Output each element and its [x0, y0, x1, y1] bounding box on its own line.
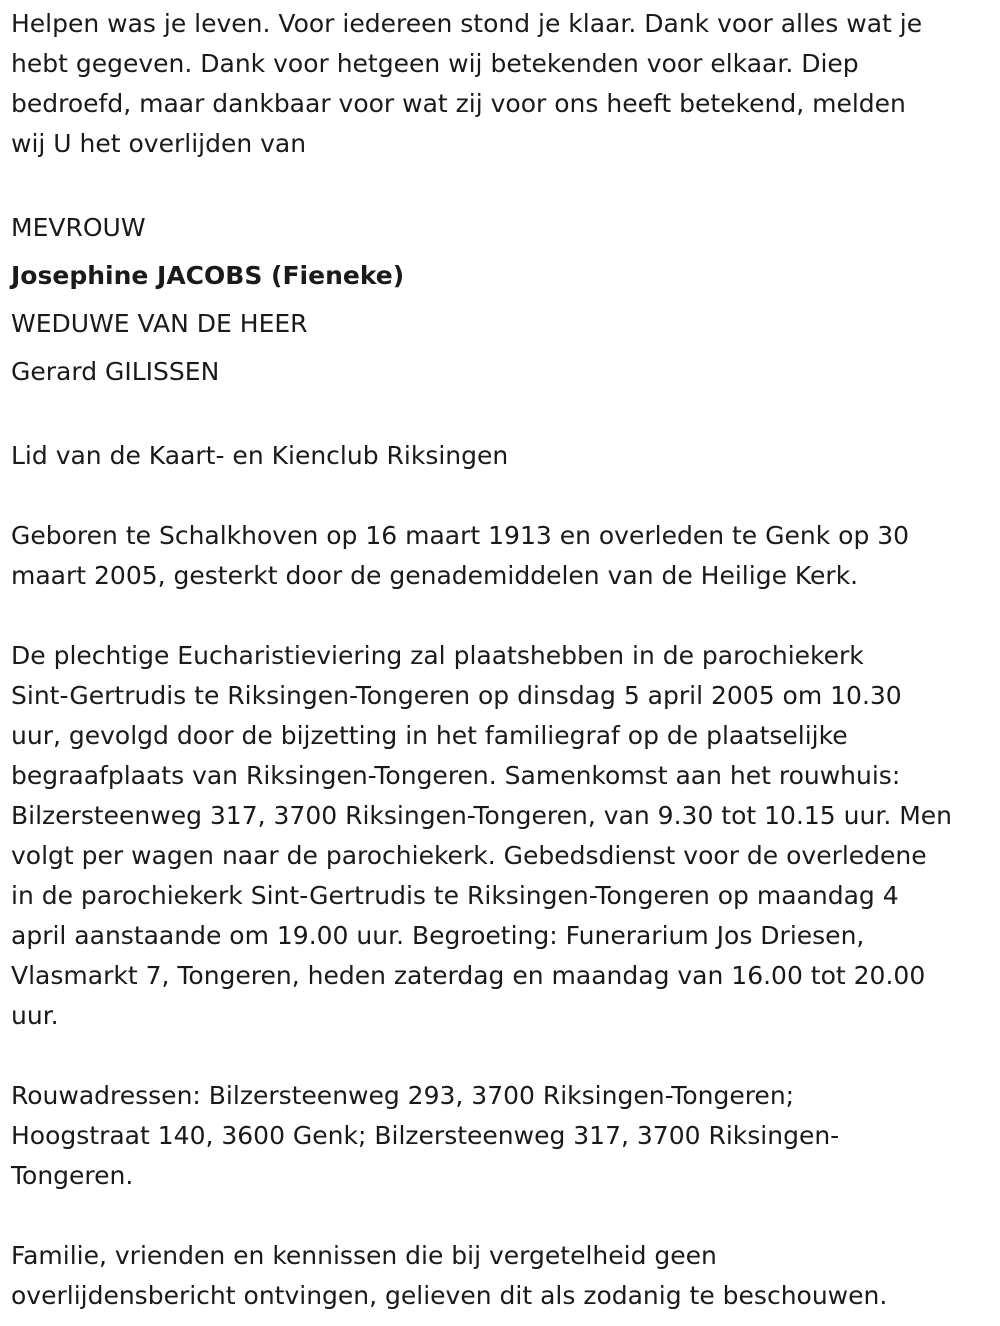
text-line: De plechtige Eucharistieviering zal plaatshebben in de parochiekerk [11, 641, 864, 670]
text-line: Tongeren. [11, 1161, 134, 1190]
text-line: in de parochiekerk Sint-Gertrudis te Riksingen-Tongeren op maandag 4 [11, 881, 899, 910]
birth-death-paragraph [11, 516, 990, 596]
membership-text: Lid van de Kaart- en Kienclub Riksingen [11, 441, 509, 470]
paragraph-gap [11, 596, 990, 636]
ceremony-paragraph [11, 636, 990, 1036]
deceased-relation: WEDUWE VAN DE HEER [11, 309, 308, 338]
paragraph-gap [11, 164, 990, 204]
deceased-name: Josephine JACOBS (Fieneke) [11, 261, 405, 290]
text-line: Sint-Gertrudis te Riksingen-Tongeren op dinsdag 5 april 2005 om 10.30 [11, 681, 902, 710]
text-line: wij U het overlijden van [11, 129, 307, 158]
text-line: Bilzersteenweg 317, 3700 Riksingen-Tongeren, van 9.30 tot 10.15 uur. Men [11, 801, 953, 830]
deceased-title: MEVROUW [11, 213, 146, 242]
text-line: Geboren te Schalkhoven op 16 maart 1913 en overleden te Genk op 30 [11, 521, 910, 550]
membership-paragraph [11, 436, 990, 476]
text-line: volgt per wagen naar de parochiekerk. Gebedsdienst voor de overledene [11, 841, 927, 870]
text-line: Hoogstraat 140, 3600 Genk; Bilzersteenweg 317, 3700 Riksingen- [11, 1121, 840, 1150]
text-line: Vlasmarkt 7, Tongeren, heden zaterdag en maandag van 16.00 tot 20.00 [11, 961, 926, 990]
closing-paragraph [11, 1236, 990, 1316]
deceased-block [11, 204, 990, 396]
text-line: Familie, vrienden en kennissen die bij vergetelheid geen [11, 1241, 717, 1270]
text-line: hebt gegeven. Dank voor hetgeen wij betekenden voor elkaar. Diep [11, 49, 859, 78]
text-line: overlijdensbericht ontvingen, gelieven dit als zodanig te beschouwen. [11, 1281, 888, 1310]
paragraph-gap [11, 396, 990, 436]
addresses-paragraph [11, 1076, 990, 1196]
text-line: uur. [11, 1001, 59, 1030]
paragraph-gap [11, 1196, 990, 1236]
text-line: Helpen was je leven. Voor iedereen stond je klaar. Dank voor alles wat je [11, 9, 923, 38]
spouse-name: Gerard GILISSEN [11, 357, 220, 386]
text-line: april aanstaande om 19.00 uur. Begroeting: Funerarium Jos Driesen, [11, 921, 865, 950]
text-line: begraafplaats van Riksingen-Tongeren. Samenkomst aan het rouwhuis: [11, 761, 901, 790]
paragraph-gap [11, 1036, 990, 1076]
intro-paragraph [11, 4, 990, 164]
text-line: uur, gevolgd door de bijzetting in het familiegraf op de plaatselijke [11, 721, 848, 750]
text-line: Rouwadressen: Bilzersteenweg 293, 3700 Riksingen-Tongeren; [11, 1081, 795, 1110]
paragraph-gap [11, 476, 990, 516]
text-line: bedroefd, maar dankbaar voor wat zij voor ons heeft betekend, melden [11, 89, 906, 118]
text-line: maart 2005, gesterkt door de genademiddelen van de Heilige Kerk. [11, 561, 859, 590]
